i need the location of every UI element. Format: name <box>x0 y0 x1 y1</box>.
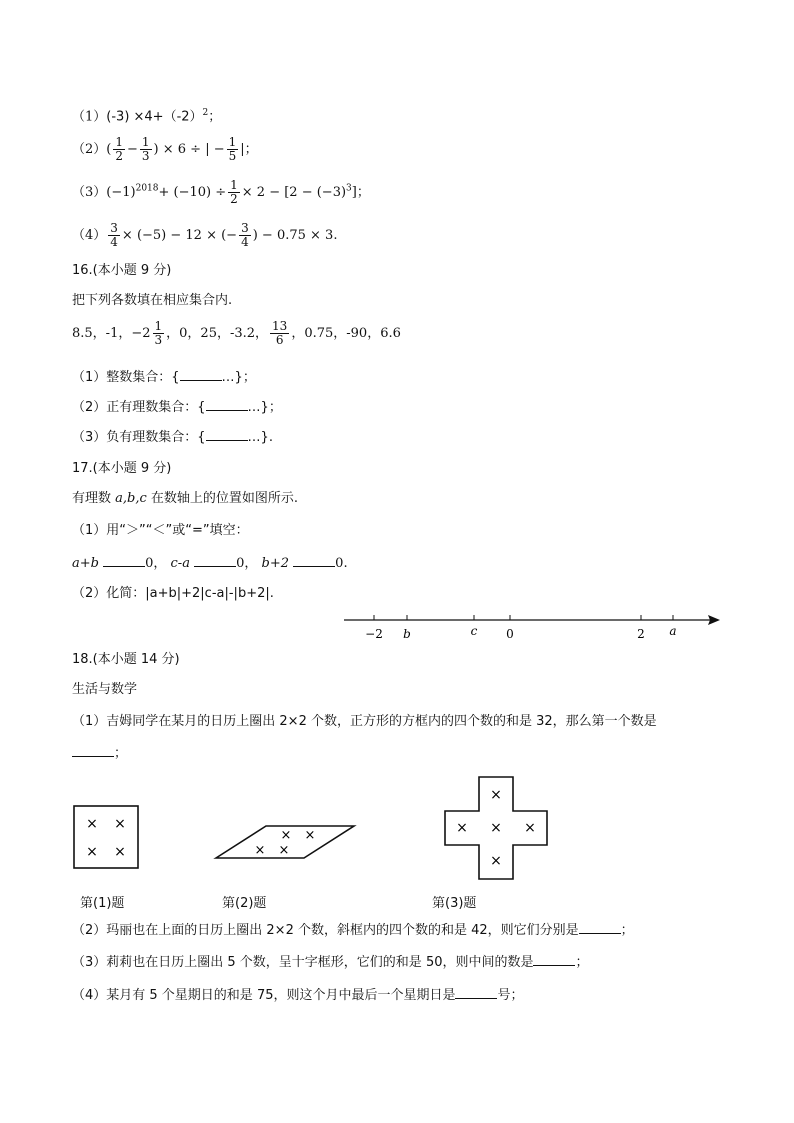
q16-set2-blank[interactable] <box>206 398 248 411</box>
q18-p2-blank[interactable] <box>579 921 621 934</box>
fig1-mark-4: × <box>114 844 126 860</box>
q15-p2-frac-b: $\frac{1}{3}$ <box>141 135 150 163</box>
q15-part1 <box>72 104 221 126</box>
number-line-diagram <box>340 606 724 642</box>
q15-p2-minus: − <box>127 142 138 157</box>
fig2-mark-2: × <box>304 828 316 843</box>
q17-intro: 有理数 a,b,c 在数轴上的位置如图所示. <box>72 491 299 506</box>
q18-part4: （4）某月有 5 个星期日的和是 75，则这个月中最后一个星期日是 号； <box>72 988 524 1003</box>
q16-set3-blank[interactable] <box>206 428 248 441</box>
fig3-mark-top: × <box>490 787 502 803</box>
fig2-mark-3: × <box>254 843 266 858</box>
q17-blank2[interactable] <box>194 554 236 567</box>
fig3-mark-bottom: × <box>490 853 502 869</box>
q17-heading: 17.(本小题 9 分) <box>72 461 172 476</box>
q15-p3-a: (−1) <box>106 185 136 200</box>
q15-part3 <box>72 179 370 206</box>
figure1-square <box>72 804 142 872</box>
q17-part1: （1）用“＞”“＜”或“=”填空： <box>72 523 249 538</box>
label-b: b <box>403 627 411 641</box>
q15-p2-frac-c: $\frac{1}{5}$ <box>228 135 237 163</box>
q18-p1-blank[interactable] <box>72 744 114 757</box>
q16-set3: （3）负有理数集合：{ …}. <box>72 430 273 445</box>
q15-p1-expr: (-3) ×4+（-2） <box>106 109 203 125</box>
q15-p1-end: ； <box>208 109 222 125</box>
q18-part2: （2）玛丽也在上面的日历上圈出 2×2 个数，斜框内的四个数的和是 42，则它们分别是 ； <box>72 923 634 938</box>
q17-expr3: b+2 <box>261 556 290 571</box>
q16-set1-blank[interactable] <box>180 368 222 381</box>
q16-frac: $\frac{13}{6}$ <box>272 319 288 347</box>
q15-p2-frac-a: $\frac{1}{2}$ <box>115 135 123 163</box>
q18-part1: （1）吉姆同学在某月的日历上圈出 2×2 个数，正方形的方框内的四个数的和是 32，那么第一个数是 <box>72 714 657 729</box>
q15-part2 <box>72 136 258 163</box>
q15-p2-mid: ) × 6 ÷ | − <box>153 142 225 157</box>
caption-figure3: 第(3)题 <box>432 896 477 911</box>
q15-p3-frac: $\frac{1}{2}$ <box>230 178 238 206</box>
q17-vars: a,b,c <box>115 491 147 506</box>
q15-p2-end: |； <box>240 142 258 157</box>
q16-mixed-frac: $\frac{1}{3}$ <box>154 319 163 347</box>
fig1-mark-3: × <box>86 844 98 860</box>
q16-heading: 16.(本小题 9 分) <box>72 263 172 278</box>
label-minus2: −2 <box>365 627 383 641</box>
q18-part3: （3）莉莉也在日历上圈出 5 个数，呈十字框形，它们的和是 50，则中间的数是 ； <box>72 955 589 970</box>
q15-p4-b: × (−5) − 12 × (− <box>121 228 238 243</box>
q15-p2-open: ( <box>106 142 112 157</box>
fig1-mark-1: × <box>86 816 98 832</box>
fig1-mark-2: × <box>114 816 126 832</box>
q15-p3-b: + (−10) ÷ <box>158 185 227 200</box>
q16-instruction: 把下列各数填在相应集合内. <box>72 293 233 308</box>
caption-figure2: 第(2)题 <box>222 896 267 911</box>
q15-p4-frac-a: $\frac{3}{4}$ <box>110 221 118 249</box>
q18-p4-blank[interactable] <box>455 986 497 999</box>
q15-p4-end: ) − 0.75 × 3. <box>252 228 338 243</box>
q16-nums-b: ，0，25，-3.2， <box>166 326 269 341</box>
q18-part1-answer: ； <box>72 744 127 763</box>
label-a: a <box>669 624 677 638</box>
q18-heading: 18.(本小题 14 分) <box>72 652 180 667</box>
fig3-mark-right: × <box>524 820 536 836</box>
q15-p4-label: （4） <box>72 228 107 243</box>
q17-expr1: a+b <box>72 556 99 571</box>
fig2-mark-1: × <box>280 828 292 843</box>
q16-nums-a: 8.5，-1，−2 <box>72 326 151 341</box>
label-2: 2 <box>637 627 645 641</box>
q15-p1-label: （1） <box>72 109 107 125</box>
q15-p3-sup1: 2018 <box>135 183 159 194</box>
q17-blank3[interactable] <box>293 554 335 567</box>
q17-blank1[interactable] <box>103 554 145 567</box>
q15-p4-frac-c: $\frac{3}{4}$ <box>241 221 249 249</box>
q17-expr2: c-a <box>170 556 190 571</box>
q15-p3-sup2: 3 <box>346 183 352 194</box>
square-frame <box>74 806 138 868</box>
q15-p1-sup: 2 <box>202 108 209 118</box>
q18-p3-blank[interactable] <box>533 953 575 966</box>
q15-part4 <box>72 222 337 249</box>
q16-nums-c: ，0.75，-90，6.6 <box>291 326 401 341</box>
label-c: c <box>470 624 478 638</box>
q16-number-list <box>72 320 401 347</box>
q17-part2: （2）化简：|a+b|+2|c-a|-|b+2|. <box>72 586 274 601</box>
q16-set2: （2）正有理数集合：{ …}； <box>72 400 282 415</box>
figure3-cross <box>443 775 549 881</box>
fig2-mark-4: × <box>278 843 290 858</box>
q18-subtitle: 生活与数学 <box>72 682 138 697</box>
q15-p2-label: （2） <box>72 142 107 157</box>
q16-set1: （1）整数集合：{ …}； <box>72 370 256 385</box>
q15-p3-c: × 2 − [2 − (−3) <box>241 185 347 200</box>
fig3-mark-center: × <box>490 820 502 836</box>
fig3-mark-left: × <box>456 820 468 836</box>
caption-figure1: 第(1)题 <box>80 896 125 911</box>
label-zero: 0 <box>506 627 514 641</box>
q15-p3-end: ]； <box>351 185 370 200</box>
q17-fill-row: a+b 0， c-a 0， b+2 0. <box>72 556 348 571</box>
figure2-parallelogram <box>212 822 358 862</box>
q15-p3-label: （3） <box>72 185 107 200</box>
